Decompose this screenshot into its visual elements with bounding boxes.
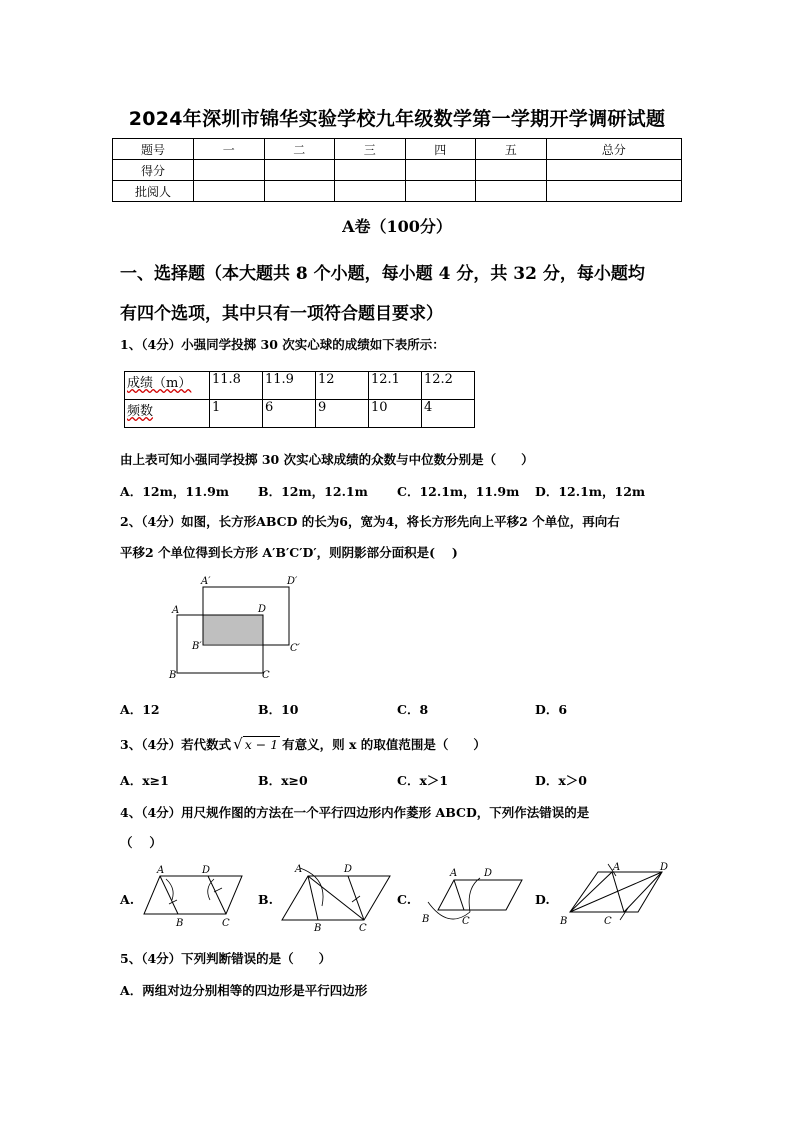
q4-option-b[interactable]: B. bbox=[258, 892, 273, 907]
label-a-prime: A′ bbox=[201, 576, 211, 587]
label-c: C bbox=[222, 918, 230, 929]
score-row-label: 批阅人 bbox=[113, 181, 194, 202]
q1-table-cell: 12.2 bbox=[422, 372, 475, 400]
q4-figure-d bbox=[556, 858, 676, 932]
construction-line bbox=[208, 876, 226, 914]
score-table-row bbox=[113, 181, 682, 202]
label-c: C bbox=[359, 923, 367, 934]
parallelogram bbox=[144, 876, 242, 914]
label-b-prime: B′ bbox=[192, 641, 202, 652]
label-d: D bbox=[202, 865, 211, 876]
score-header-cell: 一 bbox=[194, 139, 265, 160]
label-c-prime: C′ bbox=[290, 643, 300, 654]
score-cell[interactable] bbox=[405, 160, 476, 181]
q3-prefix: 3、（4分）若代数式 bbox=[120, 737, 232, 752]
q1-table-cell: 1 bbox=[210, 400, 263, 428]
q2-line2: 平移2 个单位得到长方形 A′B′C′D′，则阴影部分面积是( ) bbox=[120, 545, 458, 560]
q1-option-b[interactable]: B．12m，12.1m bbox=[258, 484, 368, 499]
label-a: A bbox=[295, 864, 303, 875]
construction-line bbox=[624, 872, 662, 912]
section-a-heading: A卷（100分） bbox=[342, 217, 452, 236]
score-cell[interactable] bbox=[335, 160, 406, 181]
score-table-row bbox=[113, 160, 682, 181]
q2-rectangle-figure bbox=[165, 572, 315, 682]
label-d: D bbox=[344, 864, 353, 875]
label-b: B bbox=[169, 670, 177, 681]
score-cell[interactable] bbox=[546, 160, 682, 181]
label-b: B bbox=[422, 914, 430, 925]
q1-option-d[interactable]: D．12.1m，12m bbox=[535, 484, 646, 499]
q1-table-cell: 6 bbox=[263, 400, 316, 428]
score-header-cell: 五 bbox=[476, 139, 547, 160]
q2-option-a[interactable]: A．12 bbox=[120, 702, 160, 717]
score-row-label: 得分 bbox=[113, 160, 194, 181]
page-title: 2024年深圳市锦华实验学校九年级数学第一学期开学调研试题 bbox=[128, 108, 666, 130]
section1-line1: 一、选择题（本大题共 8 个小题，每小题 4 分，共 32 分，每小题均 bbox=[120, 264, 645, 284]
q1-table-cell: 12.1 bbox=[369, 372, 422, 400]
q1-table-row bbox=[125, 372, 475, 400]
label-d: D bbox=[258, 604, 267, 615]
q1-table-label-text: 成绩（m） bbox=[127, 376, 192, 391]
q1-option-a[interactable]: A．12m，11.9m bbox=[120, 484, 229, 499]
label-b: B bbox=[314, 923, 322, 934]
score-table-header-row bbox=[113, 139, 682, 160]
q2-option-b[interactable]: B．10 bbox=[258, 702, 299, 717]
q1-table-label-text: 频数 bbox=[127, 404, 154, 419]
score-table bbox=[112, 138, 682, 202]
label-a: A bbox=[157, 865, 165, 876]
score-cell[interactable] bbox=[476, 181, 547, 202]
score-header-cell: 三 bbox=[335, 139, 406, 160]
q2-option-d[interactable]: D．6 bbox=[535, 702, 568, 717]
score-cell[interactable] bbox=[264, 181, 335, 202]
section1-heading bbox=[120, 254, 680, 334]
label-b: B bbox=[560, 916, 568, 927]
q1-table-cell: 10 bbox=[369, 400, 422, 428]
label-d-prime: D′ bbox=[287, 576, 298, 587]
q3-option-b[interactable]: B．x≥0 bbox=[258, 773, 308, 788]
score-cell[interactable] bbox=[546, 181, 682, 202]
label-a: A bbox=[613, 862, 621, 873]
sqrt-icon: √ bbox=[233, 734, 243, 753]
q3-option-d[interactable]: D．x＞0 bbox=[535, 773, 587, 788]
q1-table-row bbox=[125, 400, 475, 428]
q5-option-a[interactable]: A．两组对边分别相等的四边形是平行四边形 bbox=[120, 983, 368, 998]
score-cell[interactable] bbox=[335, 181, 406, 202]
label-a: A bbox=[450, 868, 458, 879]
q3-option-a[interactable]: A．x≥1 bbox=[120, 773, 169, 788]
q4-option-c[interactable]: C. bbox=[397, 892, 412, 907]
construction-line bbox=[454, 880, 464, 910]
label-a: A bbox=[172, 605, 180, 616]
score-cell[interactable] bbox=[194, 181, 265, 202]
label-d: D bbox=[660, 862, 669, 873]
section1-line2: 有四个选项，其中只有一项符合题目要求） bbox=[120, 304, 443, 324]
label-c: C bbox=[262, 670, 270, 681]
q3-radical bbox=[233, 736, 280, 753]
arc-mark bbox=[300, 868, 323, 906]
label-b: B bbox=[176, 918, 184, 929]
arc-mark bbox=[214, 888, 222, 892]
q1-stem: 1、（4分）小强同学投掷 30 次实心球的成绩如下表所示： bbox=[120, 337, 445, 352]
q4-line1: 4、（4分）用尺规作图的方法在一个平行四边形内作菱形 ABCD，下列作法错误的是 bbox=[120, 805, 590, 820]
q4-figure-c bbox=[418, 862, 530, 932]
q1-table-cell: 11.9 bbox=[263, 372, 316, 400]
score-cell[interactable] bbox=[405, 181, 476, 202]
label-c: C bbox=[462, 916, 470, 927]
score-cell[interactable] bbox=[264, 160, 335, 181]
q1-table-cell: 9 bbox=[316, 400, 369, 428]
q2-line1: 2、（4分）如图，长方形ABCD 的长为6，宽为4，将长方形先向上平移2 个单位，再向右 bbox=[120, 514, 620, 529]
q4-figure-b bbox=[278, 858, 393, 934]
q3-suffix: 有意义，则 x 的取值范围是（ ） bbox=[282, 737, 486, 752]
q3-option-c[interactable]: C．x＞1 bbox=[397, 773, 449, 788]
shaded-region bbox=[203, 615, 263, 644]
q1-table-label bbox=[125, 400, 210, 428]
score-header-cell: 四 bbox=[405, 139, 476, 160]
q1-table-cell: 4 bbox=[422, 400, 475, 428]
q3-stem bbox=[120, 735, 486, 753]
score-header-cell: 总分 bbox=[546, 139, 682, 160]
construction-line bbox=[612, 872, 624, 912]
arc-mark bbox=[208, 879, 214, 900]
score-cell[interactable] bbox=[476, 160, 547, 181]
q1-frequency-table bbox=[124, 371, 475, 428]
q1-table-cell: 12 bbox=[316, 372, 369, 400]
arc-mark bbox=[620, 908, 628, 920]
q1-question: 由上表可知小强同学投掷 30 次实心球成绩的众数与中位数分别是（ ） bbox=[120, 452, 534, 467]
score-cell[interactable] bbox=[194, 160, 265, 181]
label-d: D bbox=[484, 868, 493, 879]
q4-line2: （ ） bbox=[120, 835, 162, 850]
q5-stem: 5、（4分）下列判断错误的是（ ） bbox=[120, 951, 332, 966]
label-c: C bbox=[604, 916, 612, 927]
q1-option-c[interactable]: C．12.1m，11.9m bbox=[397, 484, 520, 499]
score-header-cell: 二 bbox=[264, 139, 335, 160]
arc-mark bbox=[469, 878, 480, 912]
q1-table-cell: 11.8 bbox=[210, 372, 263, 400]
q3-radicand: x − 1 bbox=[244, 736, 279, 752]
q1-table-label bbox=[125, 372, 210, 400]
construction-line bbox=[570, 872, 612, 912]
q4-option-d[interactable]: D. bbox=[535, 892, 550, 907]
parallelogram bbox=[438, 880, 522, 910]
q2-option-c[interactable]: C．8 bbox=[397, 702, 429, 717]
q4-option-a[interactable]: A. bbox=[120, 892, 135, 907]
q4-figure-a bbox=[140, 858, 250, 932]
score-header-cell: 题号 bbox=[113, 139, 194, 160]
